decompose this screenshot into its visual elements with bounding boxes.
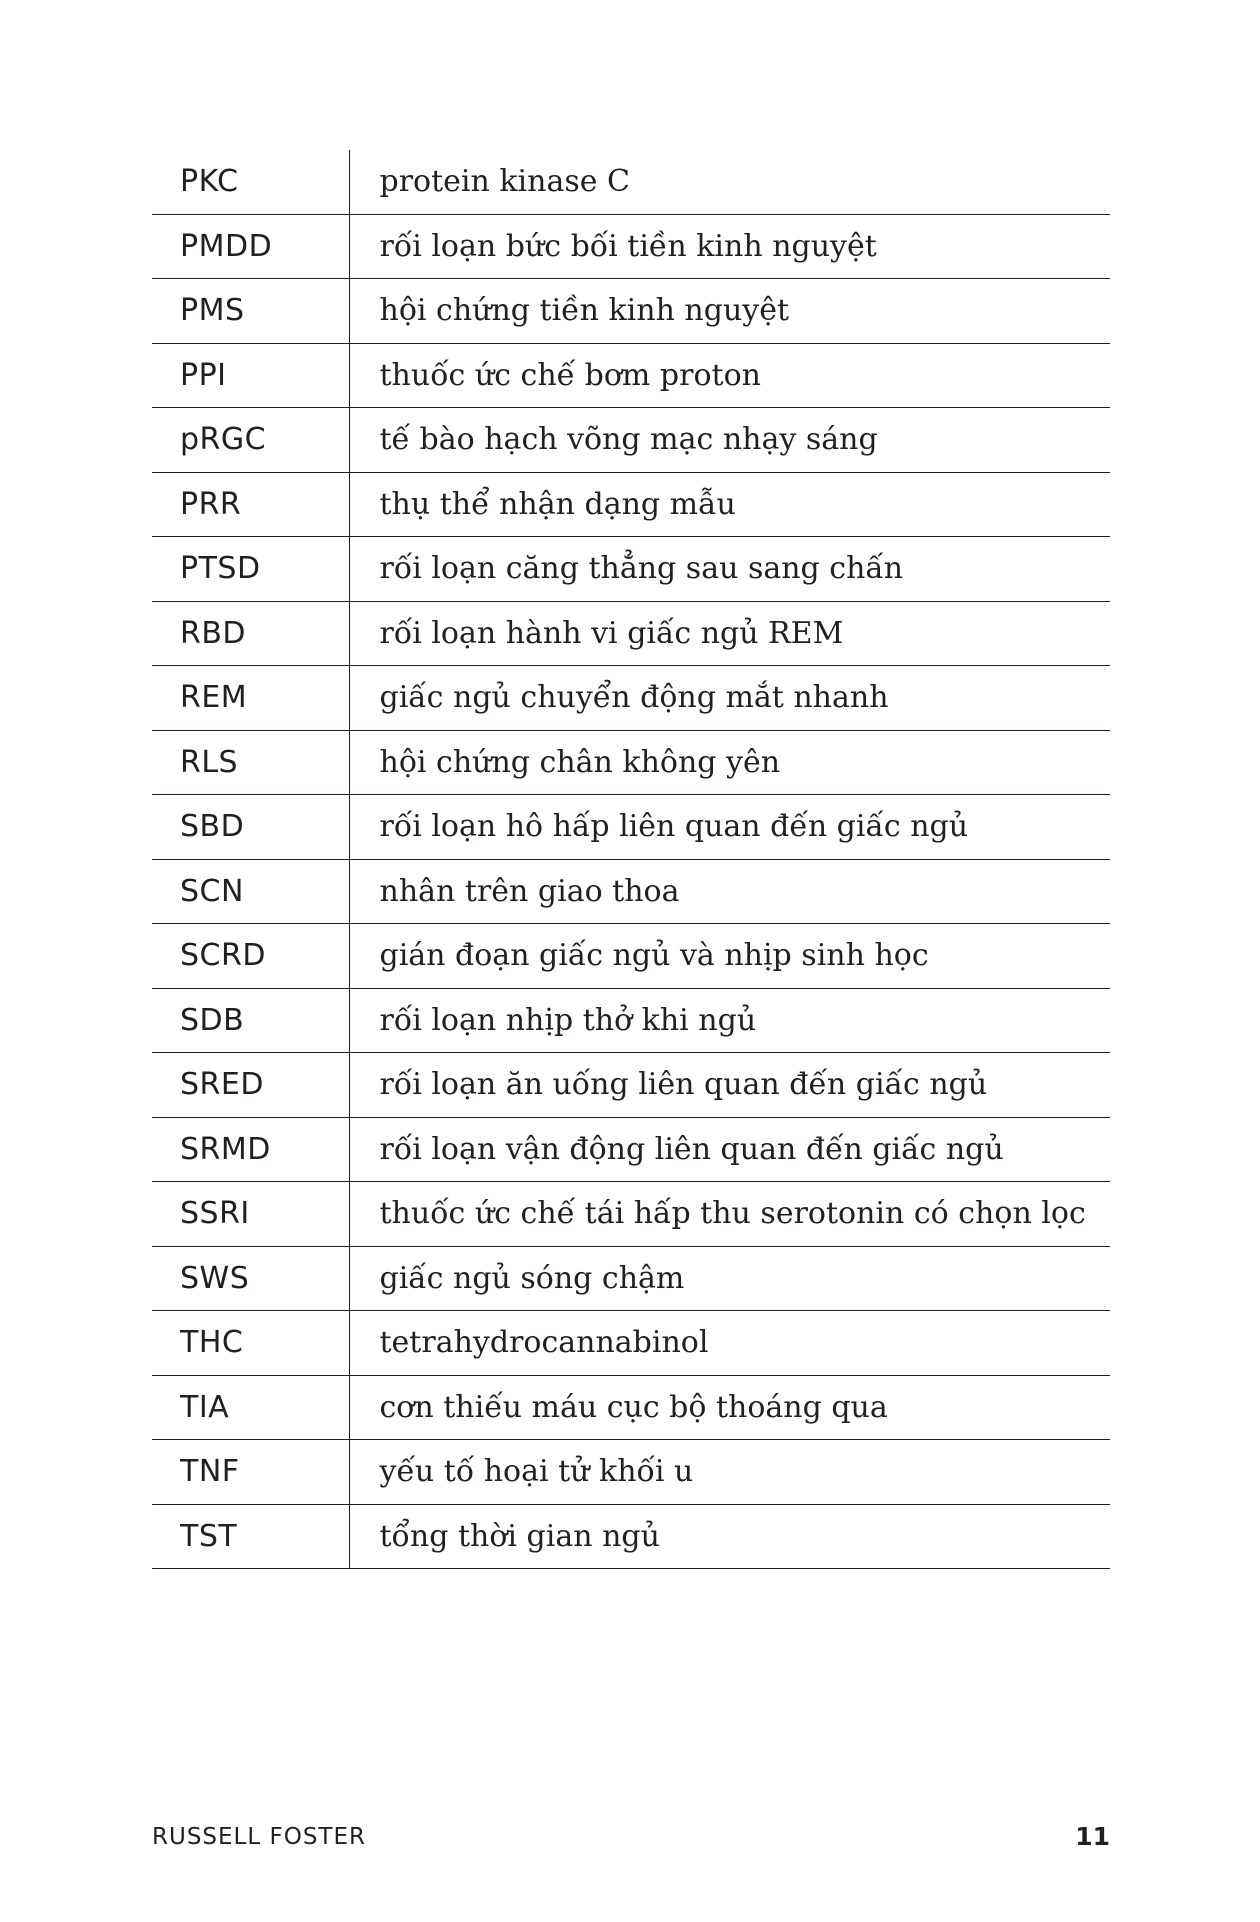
abbreviation-cell: PPI [152, 343, 349, 408]
definition-cell: rối loạn hành vi giấc ngủ REM [349, 601, 1110, 666]
definition-cell: cơn thiếu máu cục bộ thoáng qua [349, 1375, 1110, 1440]
abbreviation-table-body [152, 150, 1110, 1569]
table-row [152, 1311, 1110, 1376]
abbreviation-cell: PMDD [152, 214, 349, 279]
abbreviation-cell: SRMD [152, 1117, 349, 1182]
definition-cell: thụ thể nhận dạng mẫu [349, 472, 1110, 537]
definition-cell: giấc ngủ sóng chậm [349, 1246, 1110, 1311]
table-row [152, 795, 1110, 860]
definition-cell: tetrahydrocannabinol [349, 1311, 1110, 1376]
abbreviation-cell: SWS [152, 1246, 349, 1311]
abbreviation-cell: RBD [152, 601, 349, 666]
table-row [152, 924, 1110, 989]
table-row [152, 408, 1110, 473]
abbreviation-cell: SBD [152, 795, 349, 860]
table-row [152, 343, 1110, 408]
page-number: 11 [1075, 1822, 1110, 1851]
definition-cell: thuốc ức chế tái hấp thu serotonin có chọn lọc [349, 1182, 1110, 1247]
abbreviation-cell: SRED [152, 1053, 349, 1118]
table-row [152, 1504, 1110, 1569]
abbreviation-cell: SCN [152, 859, 349, 924]
table-row [152, 1440, 1110, 1505]
table-row [152, 859, 1110, 924]
abbreviation-cell: REM [152, 666, 349, 731]
table-row [152, 1117, 1110, 1182]
table-row [152, 1053, 1110, 1118]
abbreviation-table [152, 150, 1110, 1569]
abbreviation-cell: PTSD [152, 537, 349, 602]
abbreviation-cell: TIA [152, 1375, 349, 1440]
abbreviation-cell: SSRI [152, 1182, 349, 1247]
definition-cell: gián đoạn giấc ngủ và nhịp sinh học [349, 924, 1110, 989]
abbreviation-cell: THC [152, 1311, 349, 1376]
definition-cell: rối loạn căng thẳng sau sang chấn [349, 537, 1110, 602]
table-row [152, 1375, 1110, 1440]
table-row [152, 666, 1110, 731]
definition-cell: rối loạn nhịp thở khi ngủ [349, 988, 1110, 1053]
table-row [152, 472, 1110, 537]
definition-cell: hội chứng chân không yên [349, 730, 1110, 795]
table-row [152, 730, 1110, 795]
table-row [152, 214, 1110, 279]
abbreviation-cell: pRGC [152, 408, 349, 473]
definition-cell: tổng thời gian ngủ [349, 1504, 1110, 1569]
definition-cell: giấc ngủ chuyển động mắt nhanh [349, 666, 1110, 731]
definition-cell: rối loạn ăn uống liên quan đến giấc ngủ [349, 1053, 1110, 1118]
table-row [152, 601, 1110, 666]
definition-cell: yếu tố hoại tử khối u [349, 1440, 1110, 1505]
definition-cell: nhân trên giao thoa [349, 859, 1110, 924]
abbreviation-cell: RLS [152, 730, 349, 795]
table-row [152, 988, 1110, 1053]
definition-cell: tế bào hạch võng mạc nhạy sáng [349, 408, 1110, 473]
table-row [152, 1246, 1110, 1311]
footer-author: RUSSELL FOSTER [152, 1824, 366, 1850]
table-row [152, 537, 1110, 602]
definition-cell: rối loạn vận động liên quan đến giấc ngủ [349, 1117, 1110, 1182]
abbreviation-cell: TST [152, 1504, 349, 1569]
table-row [152, 1182, 1110, 1247]
abbreviation-cell: SDB [152, 988, 349, 1053]
definition-cell: thuốc ức chế bơm proton [349, 343, 1110, 408]
abbreviation-cell: TNF [152, 1440, 349, 1505]
definition-cell: protein kinase C [349, 150, 1110, 214]
abbreviation-cell: SCRD [152, 924, 349, 989]
abbreviation-cell: PRR [152, 472, 349, 537]
definition-cell: hội chứng tiền kinh nguyệt [349, 279, 1110, 344]
definition-cell: rối loạn bức bối tiền kinh nguyệt [349, 214, 1110, 279]
abbreviation-cell: PKC [152, 150, 349, 214]
table-row [152, 279, 1110, 344]
abbreviation-cell: PMS [152, 279, 349, 344]
table-row [152, 150, 1110, 214]
definition-cell: rối loạn hô hấp liên quan đến giấc ngủ [349, 795, 1110, 860]
